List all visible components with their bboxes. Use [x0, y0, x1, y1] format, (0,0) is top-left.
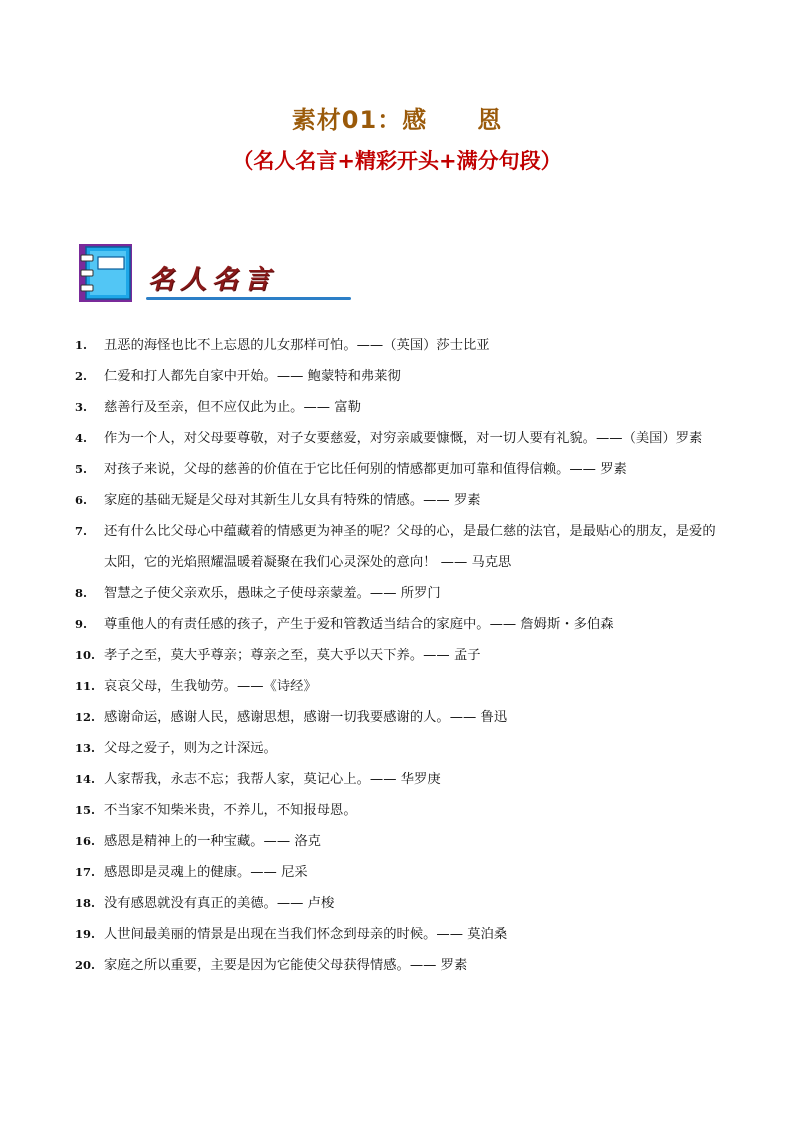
section-header: [78, 243, 298, 303]
quote-number: 8.: [75, 586, 88, 600]
list-item: [75, 702, 725, 733]
quote-list: [75, 330, 725, 981]
quote-text: 还有什么比父母心中蕴藏着的情感更为神圣的呢？父母的心，是最仁慈的法官，是最贴心的朋友，是爱的太阳，它的光焰照耀温暖着凝聚在我们心灵深处的意向！ —— 马克思: [104, 524, 716, 570]
quote-number: 19.: [75, 927, 96, 941]
quote-text: 父母之爱子，则为之计深远。: [104, 741, 277, 756]
quote-text: 仁爱和打人都先自家中开始。—— 鲍蒙特和弗莱彻: [104, 369, 401, 384]
quote-text: 没有感恩就没有真正的美德。—— 卢梭: [104, 896, 335, 911]
list-item: [75, 516, 725, 578]
list-item: [75, 361, 725, 392]
quote-number: 14.: [75, 772, 96, 786]
quote-number: 10.: [75, 648, 96, 662]
list-item: [75, 764, 725, 795]
section-label: 名人名言: [148, 265, 277, 295]
quote-number: 13.: [75, 741, 96, 755]
quote-number: 3.: [75, 400, 88, 414]
quote-text: 尊重他人的有责任感的孩子，产生于爱和管教适当结合的家庭中。—— 詹姆斯・多伯森: [104, 617, 614, 632]
quote-number: 20.: [75, 958, 96, 972]
list-item: [75, 609, 725, 640]
quote-text: 丑恶的海怪也比不上忘恩的儿女那样可怕。——（英国）莎士比亚: [104, 338, 490, 353]
quote-text: 感谢命运，感谢人民，感谢思想，感谢一切我要感谢的人。—— 鲁迅: [104, 710, 508, 725]
list-item: [75, 640, 725, 671]
quote-text: 家庭之所以重要，主要是因为它能使父母获得情感。—— 罗素: [104, 958, 468, 973]
quote-number: 15.: [75, 803, 96, 817]
list-item: [75, 888, 725, 919]
quote-number: 1.: [75, 338, 88, 352]
list-item: [75, 485, 725, 516]
quote-text: 感恩即是灵魂上的健康。—— 尼采: [104, 865, 308, 880]
quote-text: 慈善行及至亲，但不应仅此为止。—— 富勒: [104, 400, 361, 415]
quote-text: 家庭的基础无疑是父母对其新生儿女具有特殊的情感。—— 罗素: [104, 493, 481, 508]
quote-text: 哀哀父母，生我劬劳。——《诗经》: [104, 679, 317, 694]
quote-number: 11.: [75, 679, 96, 693]
quote-text: 人世间最美丽的情景是出现在当我们怀念到母亲的时候。—— 莫泊桑: [104, 927, 508, 942]
quote-text: 感恩是精神上的一种宝藏。—— 洛克: [104, 834, 321, 849]
quote-text: 对孩子来说，父母的慈善的价值在于它比任何别的情感都更加可靠和值得信赖。—— 罗素: [104, 462, 627, 477]
quote-number: 9.: [75, 617, 88, 631]
list-item: [75, 826, 725, 857]
quote-number: 4.: [75, 431, 88, 445]
list-item: [75, 795, 725, 826]
quote-text: 孝子之至，莫大乎尊亲；尊亲之至，莫大乎以天下养。—— 孟子: [104, 648, 481, 663]
quote-text: 不当家不知柴米贵，不养儿，不知报母恩。: [104, 803, 357, 818]
list-item: [75, 857, 725, 888]
list-item: [75, 454, 725, 485]
quote-number: 7.: [75, 524, 88, 538]
quote-number: 5.: [75, 462, 88, 476]
list-item: [75, 733, 725, 764]
quote-number: 18.: [75, 896, 96, 910]
quote-text: 人家帮我，永志不忘；我帮人家，莫记心上。—— 华罗庚: [104, 772, 441, 787]
list-item: [75, 950, 725, 981]
quote-number: 12.: [75, 710, 96, 724]
list-item: [75, 671, 725, 702]
list-item: [75, 919, 725, 950]
page-subtitle: （名人名言+精彩开头+满分句段）: [232, 149, 562, 173]
list-item: [75, 392, 725, 423]
page-title: 素材01：感 恩: [291, 106, 503, 134]
quote-number: 17.: [75, 865, 96, 879]
quote-number: 16.: [75, 834, 96, 848]
quote-number: 6.: [75, 493, 88, 507]
list-item: [75, 423, 725, 454]
section-underline: [146, 297, 351, 300]
quote-number: 2.: [75, 369, 88, 383]
list-item: [75, 330, 725, 361]
quote-text: 作为一个人，对父母要尊敬，对子女要慈爱，对穷亲戚要慷慨，对一切人要有礼貌。——（美国）罗素: [104, 431, 703, 446]
notebook-icon: [78, 243, 133, 303]
list-item: [75, 578, 725, 609]
quote-text: 智慧之子使父亲欢乐，愚昧之子使母亲蒙羞。—— 所罗门: [104, 586, 441, 601]
